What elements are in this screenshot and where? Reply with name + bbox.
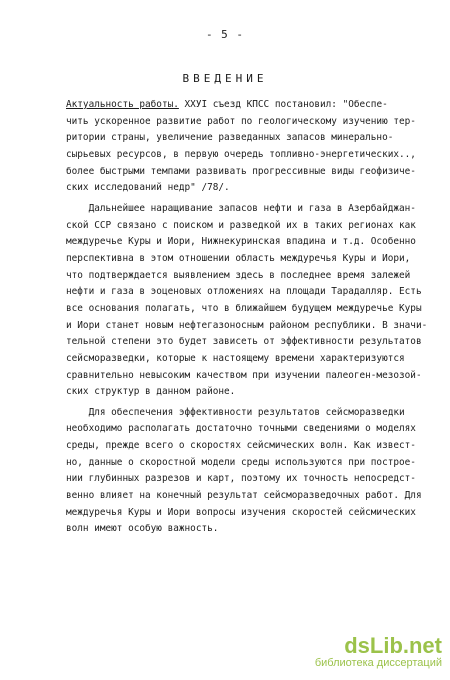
text-line [66,334,430,351]
text-line [66,268,430,285]
text-line [66,405,430,422]
watermark [315,635,442,670]
text-line [66,351,430,368]
line-text: и Иори станет новым нефтегазоносным районом республики. В значи- [66,319,428,331]
text-line [66,368,430,385]
line-text: тельной степени это будет зависеть от эффективности результатов [66,336,422,348]
watermark-logo: dsLib.net [344,633,442,658]
line-text: все основания полагать, что в ближайшем будущем междуречье Куры [66,302,422,314]
line-text: более быстрыми темпами развивать прогрессивные виды геофизиче- [66,165,416,177]
line-text: нии глубинных разрезов и карт, поэтому их точность непосредст- [66,473,416,485]
text-line [66,218,430,235]
text-line [66,147,430,164]
line-text: чить ускоренное развитие работ по геологическому изучению тер- [66,115,416,127]
line-text: ских структур в данном районе. [66,386,236,398]
text-line [66,471,430,488]
text-line [66,521,430,538]
text-line [66,455,430,472]
line-text: XXУI съезд КПСС постановил: "Обеспе- [178,99,388,110]
line-text: волн имеют особую важность. [66,523,219,535]
paragraph [66,97,430,197]
line-text: что подтверждается выявлением здесь в последнее время залежей [66,269,411,281]
line-text: венно влияет на конечный результат сейсморазведочных работ. Для [66,490,422,502]
text-line [66,164,430,181]
line-text: ских исследований недр" /78/. [66,182,230,194]
text-line [66,234,430,251]
paragraph [66,201,430,401]
text-line [66,97,430,114]
line-text: перспективна в этом отношении область междуречья Куры и Иори, [66,252,411,264]
line-text: сейсморазведки, которые к настоящему времени характеризуются [66,352,405,364]
text-line [66,421,430,438]
text-line [66,251,430,268]
line-text: ской ССР связано с поиском и разведкой их в таких регионах как [66,219,416,231]
body-text [66,97,430,538]
watermark-subtitle: библиотека диссертаций [314,657,442,669]
text-line [66,114,430,131]
text-line [66,438,430,455]
line-text: Дальнейшее наращивание запасов нефти и газа в Азербайджан- [66,202,416,214]
section-heading: ВВЕДЕНИЕ [182,72,268,85]
text-line [66,318,430,335]
line-text: ритории страны, увеличение разведанных запасов минерально- [66,132,394,144]
line-text: междуречье Куры и Иори, Нижнекуринская впадина и т.д. Особенно [66,236,416,248]
line-text: необходимо располагать достаточно точными сведениями о моделях [66,423,416,435]
text-line [66,284,430,301]
text-line [66,488,430,505]
line-text: сравнительно невысоким качеством при изучении палеоген-мезозой- [66,369,422,381]
text-line [66,505,430,522]
line-text: междуречья Куры и Иори вопросы изучения скоростей сейсмических [66,506,416,518]
line-text: но, данные о скоростной модели среды используются при построе- [66,456,416,468]
text-line [66,130,430,147]
line-text: сырьевых ресурсов, в первую очередь топливно-энергетических.., [66,148,416,160]
text-line [66,384,430,401]
line-text: нефти и газа в эоценовых отложениях на площади Тарадалляр. Есть [66,286,422,298]
paragraph [66,405,430,538]
page-number: - 5 - [205,28,245,41]
text-line [66,180,430,197]
text-line [66,301,430,318]
line-text: Для обеспечения эффективности результатов сейсморазведки [66,406,405,418]
line-text: среды, прежде всего о скоростях сейсмических волн. Как извест- [66,440,416,452]
text-line [66,201,430,218]
underlined-lead: Актуальность работы. [66,99,179,110]
